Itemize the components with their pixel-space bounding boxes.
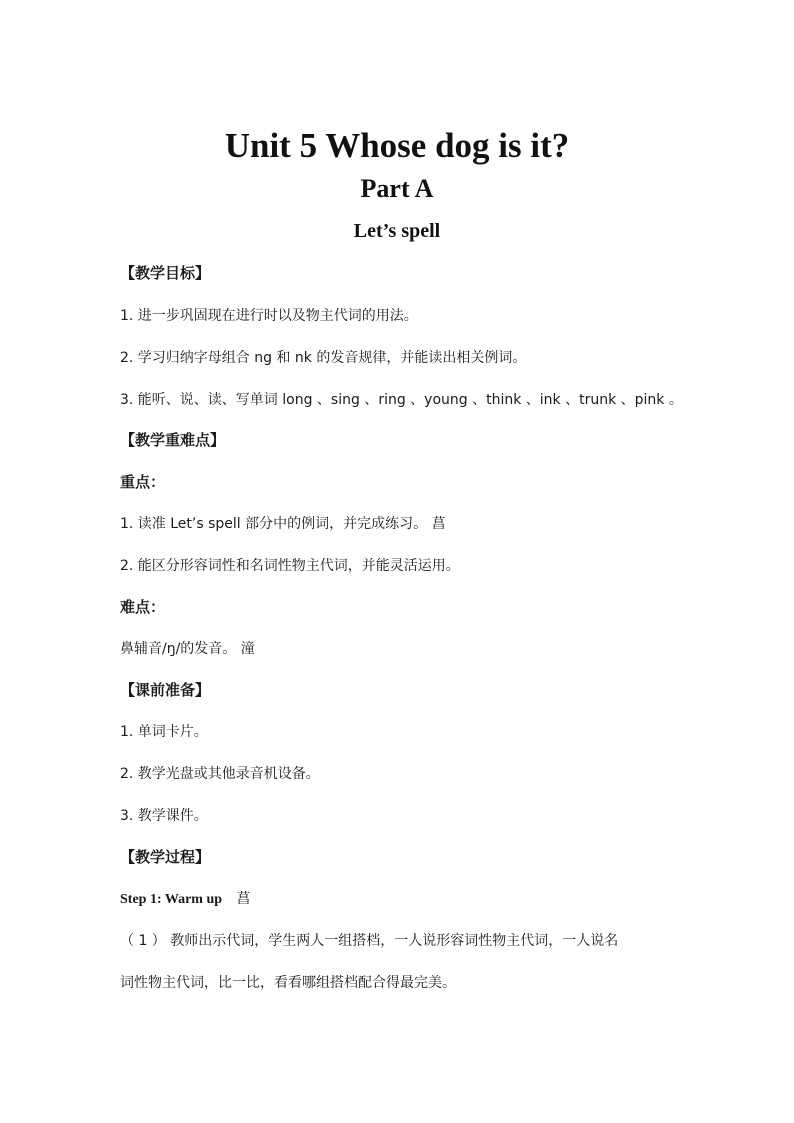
preparation-item-1: 1. 单词卡片。 (120, 724, 208, 740)
key-item-1: 1. 读准 Let’s spell 部分中的例词，并完成练习。 菖 (120, 516, 446, 532)
section-title: Let’s spell (353, 220, 441, 242)
preparation-heading: 【课前准备】 (120, 681, 211, 699)
difficult-label: 难点： (120, 598, 166, 616)
objective-item-1: 1. 进一步巩固现在进行时以及物主代词的用法。 (120, 308, 418, 324)
document-title: Unit 5 Whose dog is it? (224, 126, 570, 165)
objectives-heading: 【教学目标】 (120, 264, 211, 282)
key-item-2: 2. 能区分形容词性和名词性物主代词，并能灵活运用。 (120, 558, 460, 574)
preparation-item-2: 2. 教学光盘或其他录音机设备。 (120, 766, 320, 782)
process-paragraph-line-2: 词性物主代词，比一比，看看哪组搭档配合得最完美。 (120, 975, 456, 991)
objective-item-3: 3. 能听、说、读、写单词 long 、sing 、ring 、young 、think 、ink 、trunk 、pink 。 (120, 392, 683, 408)
step1-mark: 菖 (236, 891, 251, 907)
key-points-heading: 【教学重难点】 (120, 431, 226, 449)
difficult-text: 鼻辅音/ŋ/的发音。 潼 (120, 641, 255, 657)
objective-item-2: 2. 学习归纳字母组合 ng 和 nk 的发音规律，并能读出相关例词。 (120, 350, 527, 366)
preparation-item-3: 3. 教学课件。 (120, 808, 208, 824)
process-paragraph-line-1: （ 1 ） 教师出示代词，学生两人一组搭档，一人说形容词性物主代词，一人说名 (120, 933, 619, 949)
process-heading: 【教学过程】 (120, 848, 211, 866)
step1-label: Step 1: Warm up (120, 892, 223, 907)
key-label: 重点： (120, 473, 166, 491)
step1-line (120, 889, 251, 910)
document-subtitle: Part A (360, 174, 434, 203)
